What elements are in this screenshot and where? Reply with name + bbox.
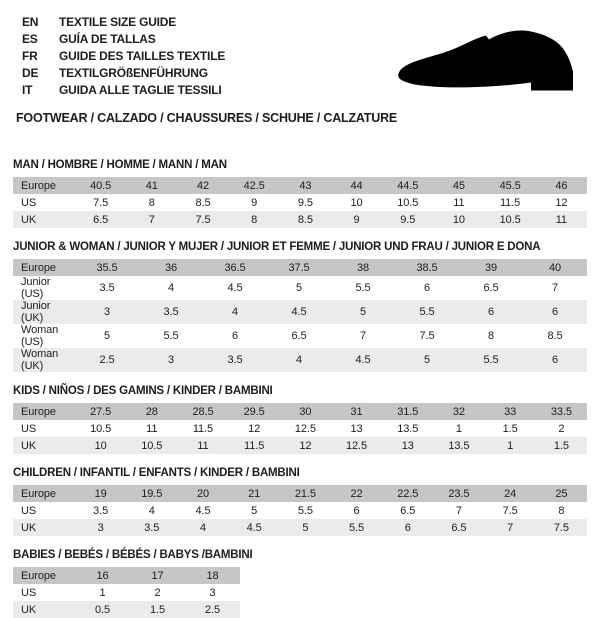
size-cell: 7 — [455, 504, 462, 517]
language-code: ES — [22, 32, 38, 46]
size-cell: 43 — [299, 179, 312, 192]
language-code: EN — [22, 15, 39, 29]
size-cell: 27.5 — [90, 405, 112, 418]
size-cell: 5 — [359, 306, 367, 318]
size-cell: 3.5 — [144, 521, 160, 534]
size-cell: 7.5 — [419, 330, 435, 342]
size-cell: 42 — [196, 179, 209, 192]
row-label: Junior (US) — [21, 276, 51, 300]
table-row — [13, 403, 587, 420]
size-cell: 6 — [353, 504, 360, 517]
table-row — [13, 502, 587, 519]
size-table — [13, 485, 587, 536]
row-label: Europe — [21, 405, 56, 418]
language-code: DE — [22, 66, 39, 80]
size-cell: 21 — [248, 487, 261, 500]
table-row — [13, 324, 587, 348]
size-cell: 10 — [452, 213, 465, 226]
size-cell: 6.5 — [400, 504, 416, 517]
size-cell: 22 — [350, 487, 363, 500]
size-cell: 2.5 — [205, 603, 220, 616]
size-cell: 7.5 — [195, 213, 211, 226]
size-cell: 28.5 — [192, 405, 214, 418]
size-cell: 19.5 — [141, 487, 163, 500]
row-label: US — [21, 504, 37, 517]
size-cell: 3 — [209, 586, 216, 599]
size-cell: 11 — [197, 439, 209, 452]
size-cell: 5.5 — [483, 354, 499, 366]
size-cell: 12.5 — [294, 422, 316, 435]
size-cell: 1.5 — [150, 603, 165, 616]
size-cell: 7 — [551, 282, 559, 294]
size-cell: 44 — [350, 179, 363, 192]
row-label: Junior (UK) — [21, 300, 51, 324]
size-cell: 1 — [455, 422, 462, 435]
size-table-title: JUNIOR & WOMAN / JUNIOR Y MUJER / JUNIOR ET FEMME / JUNIOR UND FRAU / JUNIOR E DONA — [13, 241, 541, 253]
size-cell: 4.5 — [355, 354, 371, 366]
size-cell: 2.5 — [99, 354, 115, 366]
size-cell: 4.5 — [246, 521, 262, 534]
language-code: IT — [22, 83, 33, 97]
size-cell: 8.5 — [547, 330, 563, 342]
size-table-section — [13, 549, 587, 618]
size-cell: 10.5 — [90, 422, 112, 435]
row-label: Europe — [21, 569, 56, 582]
size-cell: 5.5 — [297, 504, 313, 517]
size-cell: 3.5 — [99, 282, 115, 294]
size-cell: 3.5 — [93, 504, 109, 517]
size-cell: 6 — [551, 354, 559, 366]
row-label: US — [21, 422, 37, 435]
size-cell: 33.5 — [550, 405, 572, 418]
table-row — [13, 177, 587, 194]
row-label: Europe — [21, 179, 56, 192]
size-cell: 6 — [423, 282, 431, 294]
size-table — [13, 259, 587, 372]
row-label: Woman (UK) — [21, 348, 59, 372]
size-cell: 4 — [199, 521, 206, 534]
language-title: GUIDA ALLE TAGLIE TESSILI — [59, 83, 222, 97]
size-cell: 41 — [145, 179, 158, 192]
size-table — [13, 567, 240, 618]
size-cell: 12.5 — [346, 439, 368, 452]
size-cell: 10.5 — [499, 213, 521, 226]
size-cell: 46 — [555, 179, 568, 192]
row-label: Europe — [21, 487, 56, 500]
size-table — [13, 403, 587, 454]
table-row — [13, 601, 240, 618]
size-cell: 8.5 — [195, 196, 211, 209]
size-cell: 4.5 — [227, 282, 243, 294]
size-cell: 5 — [302, 521, 309, 534]
dress-shoe-icon — [385, 12, 585, 107]
table-row — [13, 194, 587, 211]
size-table-section — [13, 159, 587, 228]
size-cell: 8 — [148, 196, 155, 209]
size-cell: 25 — [555, 487, 568, 500]
size-cell: 10 — [94, 439, 107, 452]
size-cell: 5.5 — [163, 330, 179, 342]
size-cell: 6 — [551, 306, 559, 318]
size-cell: 3.5 — [227, 354, 243, 366]
size-table-title: MAN / HOMBRE / HOMME / MANN / MAN — [13, 159, 227, 171]
language-title: TEXTILGRÖßENFÜHRUNG — [59, 66, 208, 80]
size-cell: 21.5 — [294, 487, 316, 500]
size-cell: 6.5 — [291, 330, 307, 342]
size-cell: 5.5 — [349, 521, 365, 534]
size-cell: 4.5 — [291, 306, 307, 318]
size-cell: 40.5 — [90, 179, 112, 192]
table-row — [13, 485, 587, 502]
table-row — [13, 420, 587, 437]
size-cell: 20 — [196, 487, 209, 500]
size-cell: 6.5 — [483, 282, 499, 294]
size-cell: 18 — [206, 569, 219, 582]
table-row — [13, 276, 587, 300]
size-cell: 8.5 — [297, 213, 313, 226]
size-cell: 4 — [231, 306, 239, 318]
size-table-section — [13, 385, 587, 454]
size-cell: 23.5 — [448, 487, 470, 500]
size-cell: 1 — [99, 586, 106, 599]
row-label: US — [21, 586, 37, 599]
row-label: Woman (US) — [21, 324, 59, 348]
size-table-section — [13, 241, 587, 372]
size-tables — [13, 159, 587, 618]
size-cell: 3.5 — [163, 306, 179, 318]
size-cell: 7.5 — [553, 521, 569, 534]
size-cell: 5 — [103, 330, 111, 342]
row-label: US — [21, 196, 37, 209]
row-label: UK — [21, 439, 37, 452]
size-cell: 29.5 — [243, 405, 265, 418]
size-cell: 9.5 — [297, 196, 313, 209]
table-row — [13, 437, 587, 454]
size-table-title: KIDS / NIÑOS / DES GAMINS / KINDER / BAMBINI — [13, 385, 273, 397]
size-cell: 11 — [555, 213, 567, 226]
size-cell: 13.5 — [397, 422, 419, 435]
table-row — [13, 348, 587, 372]
size-cell: 24 — [504, 487, 517, 500]
size-cell: 12 — [555, 196, 568, 209]
size-cell: 11 — [146, 422, 158, 435]
size-table-title: CHILDREN / INFANTIL / ENFANTS / KINDER / BAMBINI — [13, 467, 300, 479]
size-cell: 19 — [94, 487, 107, 500]
language-title: TEXTILE SIZE GUIDE — [59, 15, 177, 29]
size-cell: 3 — [167, 354, 175, 366]
size-cell: 40 — [548, 261, 562, 274]
size-cell: 33 — [504, 405, 517, 418]
size-cell: 11 — [453, 196, 465, 209]
size-cell: 16 — [96, 569, 109, 582]
size-cell: 12 — [248, 422, 261, 435]
row-label: UK — [21, 603, 37, 616]
size-cell: 5 — [423, 354, 431, 366]
table-row — [13, 567, 240, 584]
size-cell: 9.5 — [400, 213, 416, 226]
size-cell: 36 — [164, 261, 178, 274]
size-cell: 8 — [251, 213, 258, 226]
size-cell: 12 — [299, 439, 312, 452]
size-cell: 42.5 — [243, 179, 265, 192]
category-title: FOOTWEAR / CALZADO / CHAUSSURES / SCHUHE / CALZATURE — [16, 111, 398, 125]
size-cell: 7.5 — [502, 504, 518, 517]
language-code: FR — [22, 49, 38, 63]
size-table-section — [13, 467, 587, 536]
size-cell: 45 — [452, 179, 465, 192]
size-cell: 4 — [167, 282, 175, 294]
size-cell: 5 — [251, 504, 258, 517]
size-cell: 35.5 — [96, 261, 118, 274]
size-cell: 7 — [359, 330, 367, 342]
size-cell: 13 — [350, 422, 363, 435]
size-cell: 10 — [350, 196, 363, 209]
size-cell: 38.5 — [416, 261, 438, 274]
size-cell: 36.5 — [224, 261, 246, 274]
size-cell: 6.5 — [451, 521, 467, 534]
size-cell: 6 — [487, 306, 495, 318]
size-cell: 1.5 — [553, 439, 569, 452]
size-cell: 11.5 — [244, 439, 265, 452]
size-cell: 4.5 — [195, 504, 211, 517]
row-label: UK — [21, 521, 37, 534]
size-cell: 44.5 — [397, 179, 419, 192]
size-table-title: BABIES / BEBÉS / BÉBÉS / BABYS /BAMBINI — [13, 549, 253, 561]
size-cell: 39 — [484, 261, 498, 274]
size-cell: 4 — [295, 354, 303, 366]
size-cell: 5 — [295, 282, 303, 294]
table-row — [13, 584, 240, 601]
size-cell: 8 — [558, 504, 565, 517]
size-cell: 28 — [145, 405, 158, 418]
size-cell: 0.5 — [95, 603, 110, 616]
size-cell: 8 — [487, 330, 495, 342]
table-row — [13, 211, 587, 228]
row-label: Europe — [21, 261, 56, 274]
size-cell: 5.5 — [419, 306, 435, 318]
size-cell: 6.5 — [93, 213, 109, 226]
size-table — [13, 177, 587, 228]
size-cell: 7.5 — [93, 196, 109, 209]
table-row — [13, 259, 587, 276]
row-label: UK — [21, 213, 37, 226]
size-cell: 4 — [148, 504, 155, 517]
size-cell: 31 — [350, 405, 363, 418]
size-cell: 30 — [299, 405, 312, 418]
size-cell: 6 — [404, 521, 411, 534]
size-cell: 3 — [103, 306, 111, 318]
table-row — [13, 519, 587, 536]
size-cell: 38 — [356, 261, 370, 274]
size-cell: 37.5 — [288, 261, 310, 274]
language-title: GUÍA DE TALLAS — [59, 32, 156, 46]
size-cell: 45.5 — [499, 179, 521, 192]
size-cell: 13.5 — [448, 439, 470, 452]
size-cell: 10.5 — [141, 439, 163, 452]
size-cell: 11.5 — [192, 422, 214, 435]
size-cell: 6 — [231, 330, 239, 342]
size-cell: 31.5 — [397, 405, 419, 418]
size-cell: 10.5 — [397, 196, 419, 209]
size-cell: 9 — [251, 196, 258, 209]
size-cell: 17 — [151, 569, 164, 582]
size-cell: 7 — [148, 213, 155, 226]
size-cell: 2 — [154, 586, 161, 599]
size-cell: 9 — [353, 213, 360, 226]
size-cell: 5.5 — [355, 282, 371, 294]
size-cell: 7 — [507, 521, 514, 534]
table-row — [13, 300, 587, 324]
size-cell: 1.5 — [502, 422, 518, 435]
language-title: GUIDE DES TAILLES TEXTILE — [59, 49, 226, 63]
size-cell: 22.5 — [397, 487, 419, 500]
size-cell: 11.5 — [499, 196, 521, 209]
size-cell: 1 — [507, 439, 514, 452]
size-cell: 2 — [558, 422, 565, 435]
size-cell: 32 — [452, 405, 465, 418]
size-cell: 13 — [401, 439, 414, 452]
size-cell: 3 — [97, 521, 104, 534]
